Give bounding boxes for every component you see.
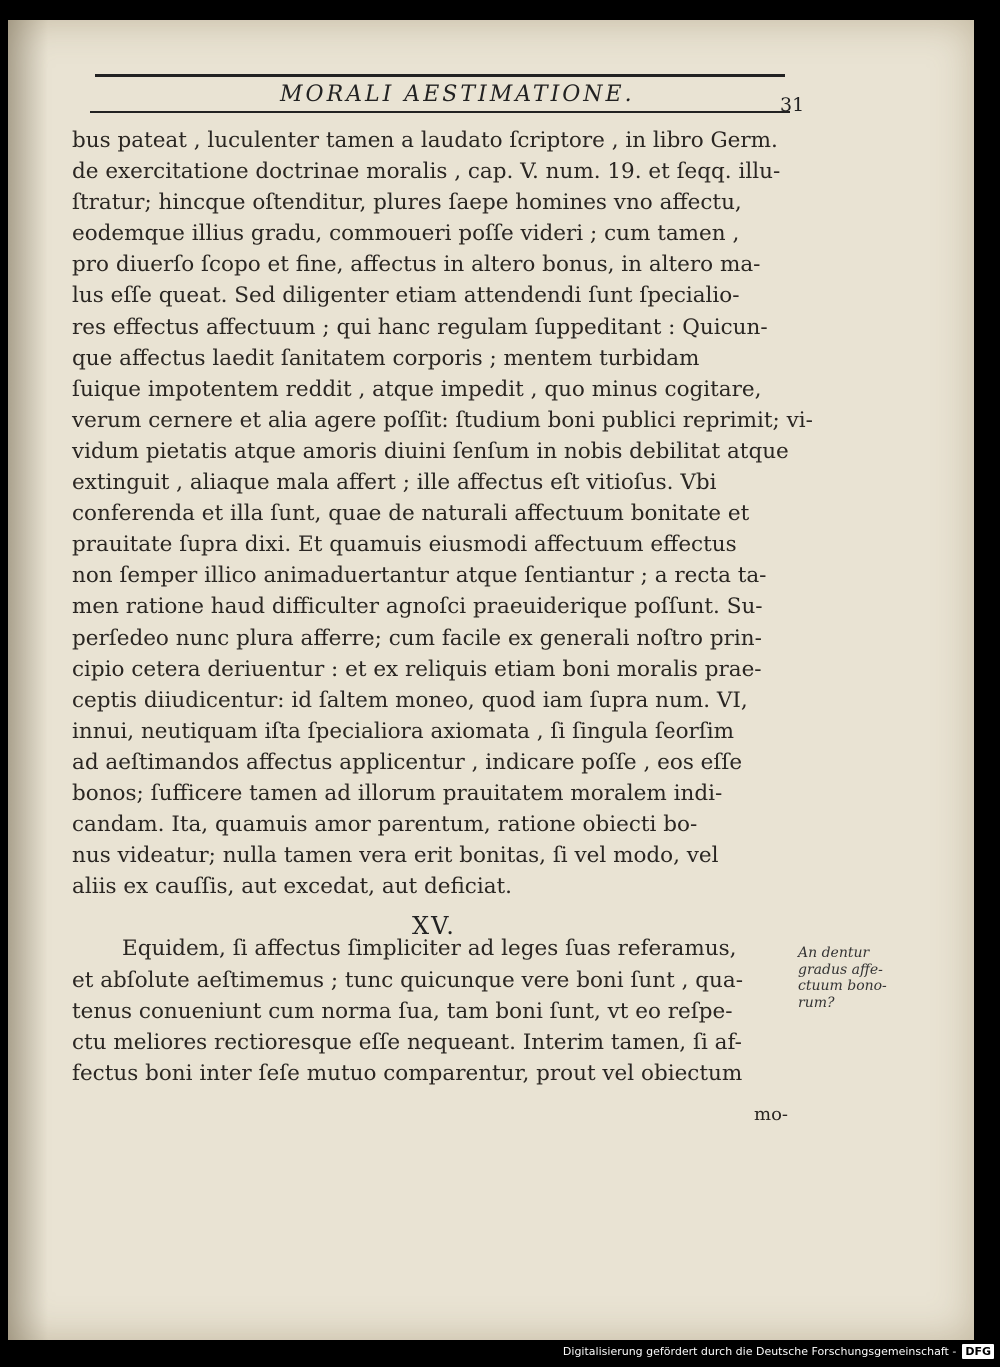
text-line: non ſemper illico animaduertantur atque ſentiantur ; a recta ta- (72, 563, 767, 589)
text-line: candam. Ita, quamuis amor parentum, ratione obiecti bo- (72, 812, 698, 838)
text-line: que affectus laedit ſanitatem corporis ; mentem turbidam (72, 345, 700, 371)
text-line: bus pateat , luculenter tamen a laudato ſcriptore , in libro Germ. (72, 128, 778, 153)
text-line: innui, neutiquam iſta ſpecialiora axiomata , ſi ſingula ſeorſim (72, 718, 735, 744)
text-line: lus eſſe queat. Sed diligenter etiam attendendi ſunt ſpecialio- (72, 283, 740, 309)
margin-note-line: rum? (798, 994, 835, 1011)
text-line: pro diuerſo ſcopo et fine, affectus in altero bonus, in altero ma- (72, 252, 761, 278)
margin-note-line: ctuum bono- (798, 978, 887, 994)
text-line: fectus boni inter ſeſe mutuo comparentur, prout vel obiectum (72, 1060, 743, 1086)
text-line: ctu meliores rectioresque eſſe nequeant. Interim tamen, ſi af- (72, 1029, 742, 1055)
text-line: men ratione haud difficulter agnoſci praeuiderique poſſunt. Su- (72, 594, 763, 620)
text-line: bonos; ſufficere tamen ad illorum prauitatem moralem indi- (72, 780, 723, 806)
dfg-logo-icon: DFG (962, 1344, 994, 1359)
text-line: ad aeſtimandos affectus applicentur , indicare poſſe , eos eſſe (72, 749, 743, 775)
footer (563, 1339, 994, 1363)
header-rule-top (95, 74, 785, 77)
gutter-shadow (8, 20, 48, 1340)
text-line: vidum pietatis atque amoris diuini ſenſum in nobis debilitat atque (72, 438, 789, 464)
text-line: ceptis diiudicentur: id ſaltem moneo, quod iam ſupra num. VI, (72, 687, 748, 713)
text-line: res effectus affectuum ; qui hanc regulam ſuppeditant : Quicun- (72, 314, 768, 340)
text-line: et abſolute aeſtimemus ; tunc quicunque vere boni ſunt , qua- (72, 967, 743, 993)
margin-note (798, 945, 928, 1011)
page-number: 31 (780, 94, 805, 116)
catchword: mo- (754, 1104, 788, 1125)
text-line: verum cernere et alia agere poſſit: ſtudium boni publici reprimit; vi- (72, 407, 813, 433)
text-line: de exercitatione doctrinae moralis , cap. V. num. 19. et ſeqq. illu- (72, 159, 781, 185)
margin-note-line: gradus affe- (798, 961, 883, 978)
text-line: conferenda et illa ſunt, quae de naturali affectuum bonitate et (72, 501, 750, 527)
text-line: cipio cetera deriuentur : et ex reliquis etiam boni moralis prae- (72, 656, 762, 682)
text-line: tenus conueniunt cum norma ſua, tam boni ſunt, vt eo reſpe- (72, 998, 733, 1024)
margin-note-line: An dentur (798, 945, 870, 961)
text-line: ſtratur; hincque oſtenditur, plures ſaepe homines vno affectu, (72, 190, 742, 216)
footer-credit: Digitalisierung gefördert durch die Deutsche Forschungsgemeinschaft - (562, 1344, 957, 1358)
text-line: extinguit , aliaque mala affert ; ille affectus eſt vitioſus. Vbi (72, 470, 717, 496)
section-heading: XV. (412, 912, 456, 940)
text-line: Equidem, ſi affectus ſimpliciter ad leges ſuas referamus, (122, 936, 737, 962)
text-line: aliis ex cauſſis, aut excedat, aut deficiat. (72, 874, 513, 900)
text-line: nus videatur; nulla tamen vera erit bonitas, ſi vel modo, vel (72, 843, 719, 869)
text-line: prauitate ſupra dixi. Et quamuis eiusmodi affectuum effectus (72, 532, 737, 558)
text-line: ſuique impotentem reddit , atque impedit , quo minus cogitare, (72, 376, 762, 402)
body-text (72, 125, 814, 1089)
header-rule-bottom (90, 111, 790, 113)
text-line: perſedeo nunc plura afferre; cum facile ex generali noſtro prin- (72, 625, 762, 651)
text-line: eodemque illius gradu, commoueri poſſe videri ; cum tamen , (72, 221, 740, 247)
running-head: MORALI AESTIMATIONE. (280, 82, 635, 107)
